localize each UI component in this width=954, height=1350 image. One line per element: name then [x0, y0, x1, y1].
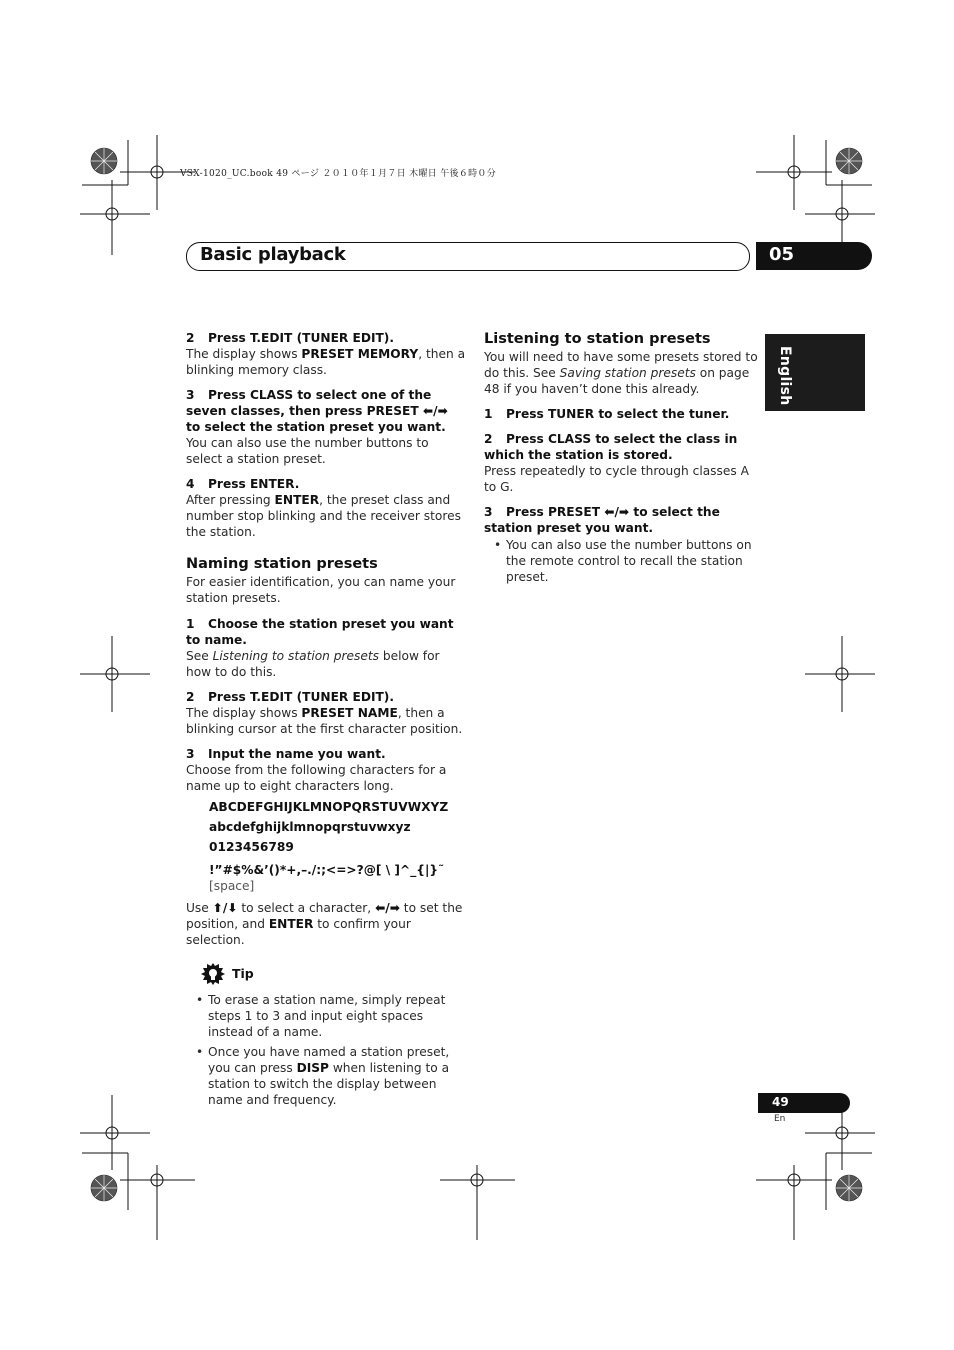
step-heading	[186, 689, 466, 705]
left-column	[186, 330, 466, 1108]
step-title: Press CLASS to select one of the seven classes, then press PRESET ⬅/➡ to select the station preset you want.	[186, 388, 448, 434]
language-tab	[765, 334, 865, 411]
step-body: Press repeatedly to cycle through classes A to G.	[484, 464, 749, 494]
step-heading	[186, 387, 466, 435]
section-heading: Listening to station presets	[484, 331, 711, 347]
step-number: 3	[186, 747, 195, 761]
chars-uppercase: ABCDEFGHIJKLMNOPQRSTUVWXYZ	[209, 800, 449, 814]
step-heading	[484, 431, 762, 463]
step-title: Press T.EDIT (TUNER EDIT).	[208, 690, 395, 704]
step-heading	[186, 616, 466, 648]
tip-item: • To erase a station name, simply repeat steps 1 to 3 and input eight spaces instead of a name.	[196, 993, 446, 1039]
right-column	[484, 330, 762, 585]
step-number: 3	[484, 505, 493, 519]
step-body: After pressing ENTER, the preset class and number stop blinking and the receiver stores the station.	[186, 493, 461, 539]
step-number: 1	[484, 407, 493, 421]
tip-label: Tip	[232, 966, 254, 981]
chapter-number: 05	[769, 244, 795, 265]
step-heading	[186, 330, 466, 346]
step-body: The display shows PRESET MEMORY, then a blinking memory class.	[186, 347, 466, 377]
section-heading: Naming station presets	[186, 556, 378, 572]
step-number: 2	[484, 432, 493, 446]
step-number: 2	[186, 690, 195, 704]
step-heading	[484, 406, 762, 422]
step-number: 3	[186, 388, 195, 402]
step-number: 2	[186, 331, 195, 345]
page-language-code: En	[774, 1114, 786, 1124]
lightbulb-icon	[200, 962, 226, 986]
step-title: Press TUNER to select the tuner.	[506, 407, 730, 421]
step-heading	[186, 476, 466, 492]
page-number: 49	[772, 1095, 789, 1109]
step-body: See Listening to station presets below for how to do this.	[186, 649, 440, 679]
step-title: Press ENTER.	[208, 477, 300, 491]
instruction-text: Use ⬆/⬇ to select a character, ⬅/➡ to set the position, and ENTER to confirm your selection.	[186, 901, 463, 947]
page-number-badge	[758, 1093, 850, 1113]
chars-digits: 0123456789	[209, 840, 294, 854]
step-title: Press PRESET ⬅/➡ to select the station preset you want.	[484, 505, 720, 535]
step-body: You can also use the number buttons to select a station preset.	[186, 436, 429, 466]
step-number: 4	[186, 477, 195, 491]
step-title: Choose the station preset you want to name.	[186, 617, 454, 647]
step-title: Input the name you want.	[208, 747, 386, 761]
chars-symbols: !”#$%&’()*+,–./:;<=>?@[ \ ]^_{|}˜ [space]	[209, 863, 445, 893]
step-heading	[186, 746, 466, 762]
step-number: 1	[186, 617, 195, 631]
step-body: Choose from the following characters for a name up to eight characters long.	[186, 763, 447, 793]
chapter-badge	[756, 242, 872, 270]
page-title: Basic playback	[200, 244, 346, 265]
step-title: Press T.EDIT (TUNER EDIT).	[208, 331, 395, 345]
section-intro: For easier identification, you can name your station presets.	[186, 575, 456, 605]
step-title: Press CLASS to select the class in which the station is stored.	[484, 432, 738, 462]
tip-header	[186, 962, 466, 986]
step-heading	[484, 504, 762, 536]
tip-item: • Once you have named a station preset, you can press DISP when listening to a station to switch the display between name and frequency.	[196, 1045, 450, 1107]
section-intro: You will need to have some presets stored to do this. See Saving station presets on page 48 if you haven’t done this already.	[484, 350, 758, 396]
step-body: The display shows PRESET NAME, then a blinking cursor at the first character position.	[186, 706, 463, 736]
chars-lowercase: abcdefghijklmnopqrstuvwxyz	[209, 820, 411, 834]
language-label: English	[777, 346, 793, 406]
bullet-item: • You can also use the number buttons on the remote control to recall the station preset.	[494, 538, 752, 584]
print-info-line: VSX-1020_UC.book 49 ページ ２０１０年１月７日 木曜日 午後６時０分	[180, 169, 497, 179]
